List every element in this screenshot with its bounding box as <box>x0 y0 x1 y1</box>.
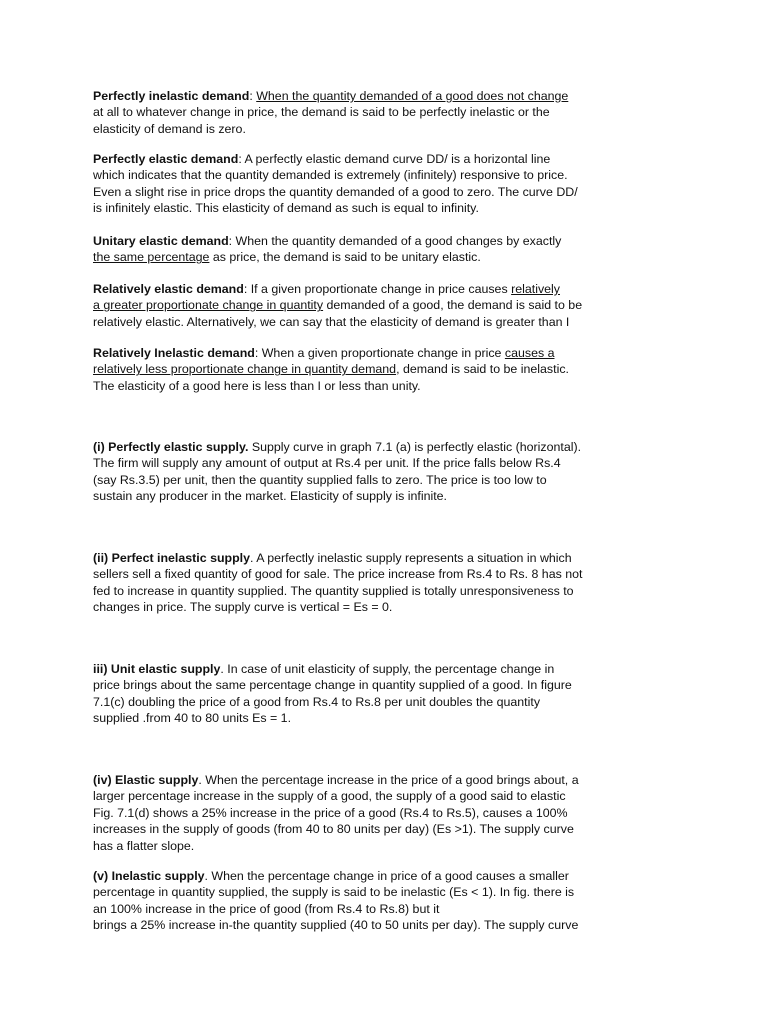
text-line <box>93 167 633 183</box>
paragraph-unit-elastic-supply <box>93 661 633 727</box>
text-segment: , demand is said to be inelastic. <box>396 362 569 377</box>
text-segment: supplied .from 40 to 80 units Es = 1. <box>93 711 292 726</box>
text-segment: . A perfectly inelastic supply represents a situation in which <box>250 551 572 565</box>
paragraph-relatively-inelastic-demand <box>93 345 633 394</box>
underlined-text: the same percentage <box>93 250 210 265</box>
paragraph-elastic-supply <box>93 772 633 854</box>
paragraph-heading: Unitary elastic demand <box>93 234 229 248</box>
text-line <box>93 88 633 104</box>
paragraph-heading: Relatively Inelastic demand <box>93 346 255 360</box>
text-segment: Fig. 7.1(d) shows a 25% increase in the price of a good (Rs.4 to Rs.5), causes a 100% <box>93 805 568 820</box>
text-line <box>93 184 633 200</box>
text-line <box>93 104 633 120</box>
text-segment: Supply curve in graph 7.1 (a) is perfectly elastic (horizontal). <box>248 440 582 454</box>
paragraph-relatively-elastic-demand <box>93 281 633 330</box>
text-segment: . In case of unit elasticity of supply, the percentage change in <box>220 662 555 676</box>
text-line <box>93 361 633 377</box>
text-line <box>93 583 633 599</box>
text-line <box>93 710 633 726</box>
paragraph-inelastic-supply <box>93 868 633 934</box>
text-segment: The firm will supply any amount of output at Rs.4 per unit. If the price falls below Rs.4 <box>93 456 561 471</box>
text-line <box>93 314 633 330</box>
text-segment: 7.1(c) doubling the price of a good from Rs.4 to Rs.8 per unit doubles the quantity <box>93 694 541 709</box>
text-segment: an 100% increase in the price of good (from Rs.4 to Rs.8) but it <box>93 901 440 916</box>
paragraph-heading: (iv) Elastic supply <box>93 773 199 787</box>
text-line <box>93 838 633 854</box>
text-segment: brings a 25% increase in-the quantity supplied (40 to 50 units per day). The supply curve <box>93 918 579 933</box>
paragraph-perfect-inelastic-supply <box>93 550 633 616</box>
text-segment: : When a given proportionate change in price <box>254 346 505 360</box>
text-line <box>93 472 633 488</box>
text-line <box>93 345 633 361</box>
paragraph-heading: (v) Inelastic supply <box>93 869 205 883</box>
text-line <box>93 249 633 265</box>
text-segment: elasticity of demand is zero. <box>93 121 246 136</box>
text-line <box>93 884 633 900</box>
text-line <box>93 788 633 804</box>
text-line <box>93 805 633 821</box>
text-segment: The elasticity of a good here is less than I or less than unity. <box>93 378 421 393</box>
underlined-text: relatively less proportionate change in quantity demand <box>93 362 397 377</box>
text-line <box>93 917 633 933</box>
paragraph-heading: Relatively elastic demand <box>93 282 244 296</box>
text-segment: changes in price. The supply curve is vertical = Es = 0. <box>93 600 393 615</box>
text-line <box>93 677 633 693</box>
text-segment: . When the percentage change in price of a good causes a smaller <box>204 869 569 883</box>
text-segment: fed to increase in quantity supplied. The quantity supplied is totally unresponsiveness to <box>93 583 574 598</box>
paragraph-heading: (ii) Perfect inelastic supply <box>93 551 250 565</box>
text-line <box>93 281 633 297</box>
text-line <box>93 121 633 137</box>
text-segment: : A perfectly elastic demand curve DD/ is a horizontal line <box>238 152 551 166</box>
paragraph-perfectly-elastic-demand <box>93 151 633 217</box>
paragraph-heading: (i) Perfectly elastic supply. <box>93 440 249 454</box>
underlined-text: causes a <box>504 346 555 360</box>
text-line <box>93 297 633 313</box>
text-line <box>93 901 633 917</box>
text-line <box>93 694 633 710</box>
text-line <box>93 439 633 455</box>
text-line <box>93 200 633 216</box>
text-segment: price brings about the same percentage change in quantity supplied of a good. In figure <box>93 678 572 693</box>
text-line <box>93 488 633 504</box>
text-segment: as price, the demand is said to be unitary elastic. <box>209 250 481 265</box>
text-segment: . When the percentage increase in the price of a good brings about, a <box>198 773 579 787</box>
text-line <box>93 772 633 788</box>
text-line <box>93 821 633 837</box>
text-segment: Even a slight rise in price drops the quantity demanded of a good to zero. The curve DD/ <box>93 184 578 199</box>
text-line <box>93 550 633 566</box>
text-segment: : <box>249 89 257 103</box>
text-line <box>93 233 633 249</box>
text-segment: larger percentage increase in the supply of a good, the supply of a good said to elastic <box>93 789 566 804</box>
paragraph-heading: iii) Unit elastic supply <box>93 662 221 676</box>
text-segment: : When the quantity demanded of a good changes by exactly <box>228 234 562 248</box>
text-line <box>93 566 633 582</box>
text-segment: at all to whatever change in price, the demand is said to be perfectly inelastic or the <box>93 105 550 120</box>
paragraph-heading: Perfectly inelastic demand <box>93 89 250 103</box>
text-line <box>93 599 633 615</box>
text-line <box>93 868 633 884</box>
paragraph-perfectly-inelastic-demand <box>93 88 633 137</box>
text-segment: sustain any producer in the market. Elasticity of supply is infinite. <box>93 489 447 504</box>
paragraph-perfectly-elastic-supply <box>93 439 633 505</box>
text-line <box>93 151 633 167</box>
text-line <box>93 661 633 677</box>
text-segment: (say Rs.3.5) per unit, then the quantity supplied falls to zero. The price is too low to <box>93 472 547 487</box>
text-segment: demanded of a good, the demand is said to be <box>323 298 583 313</box>
text-line <box>93 378 633 394</box>
underlined-text: relatively <box>511 282 560 296</box>
text-segment: percentage in quantity supplied, the supply is said to be inelastic (Es < 1). In fig. there is <box>93 885 575 900</box>
text-segment: has a flatter slope. <box>93 838 195 853</box>
text-segment: : If a given proportionate change in price causes <box>243 282 512 296</box>
underlined-text: a greater proportionate change in quantity <box>93 298 324 313</box>
text-segment: which indicates that the quantity demanded is extremely (infinitely) responsive to price. <box>93 168 568 183</box>
text-segment: sellers sell a fixed quantity of good for sale. The price increase from Rs.4 to Rs. 8 has not <box>93 567 583 582</box>
underlined-text: When the quantity demanded of a good does not change <box>256 89 569 103</box>
text-line <box>93 455 633 471</box>
text-segment: relatively elastic. Alternatively, we can say that the elasticity of demand is greater than I <box>93 314 570 329</box>
paragraph-heading: Perfectly elastic demand <box>93 152 239 166</box>
text-segment: is infinitely elastic. This elasticity of demand as such is equal to infinity. <box>93 201 479 216</box>
paragraph-unitary-elastic-demand <box>93 233 633 266</box>
text-segment: increases in the supply of goods (from 40 to 80 units per day) (Es >1). The supply curve <box>93 822 574 837</box>
